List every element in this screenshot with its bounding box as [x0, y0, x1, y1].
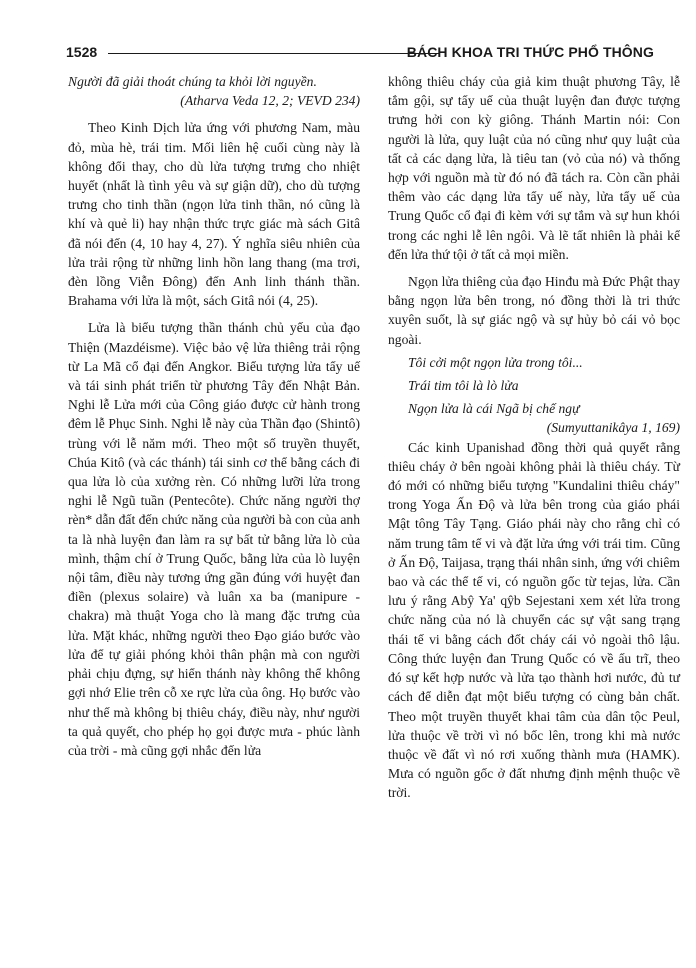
- header-rule: [108, 53, 440, 54]
- paragraph-alchemy: không thiêu cháy của giả kim thuật phương Tây, lễ tắm gội, sự tẩy uế của thuật luyện đan được tượng trưng hởi con kỳ giông. Thánh Martin nói: Con người là lửa, quy luật của nó cũng như quy luật của tất cả các dạng lửa, là tiêu tan (vỏ của nó) và thống hợp với nguồn mà từ đó nó đã tách ra. Còn cần phải thêm vào các dạng lửa tẩy uế này, lửa tẩy uế của Trung Quốc cổ đại đi kèm với sự tắm và sự hun khói trong các nghi lễ lên ngôi. Và lẽ tất nhiên là phải kể đến lửa thứ tội ở tất cả mọi miền.: [388, 74, 680, 262]
- poem-line-2: Trái tim tôi là lò lửa: [408, 378, 519, 394]
- paragraph-upanishad: Các kinh Upanishad đồng thời quả quyết rằng thiêu cháy ở bên ngoài không phải là thiêu cháy. Từ đó mới có những biểu tượng "Kundalini thiêu cháy" trong Yoga Ấn Độ và lửa bên trong của giáo phái Mật tông Tây Tạng. Giáo phái này cho rằng chỉ có năm trung tâm tế vi và đặt lửa ứng với trái tim. Cũng ở Ấn Độ, Taijasa, trạng thái nhân sinh, ứng với chiêm bao và các thể tế vi, có nguồn gốc từ tejas, lửa. Cần lưu ý rằng Abŷ Ya' qŷb Sejestani xem xét lửa trong chức năng của nó là chuyển các sự vật sang trạng thái tế vi bằng cách đốt cháy cái vỏ ngoài thô lậu. Công thức luyện đan Trung Quốc có về ấu trĩ, theo đó sự kết hợp nước và lửa tạo thành hơi nước, đủ tư cách để diễn đạt một biểu tượng có cùng bản chất. Theo một truyền thuyết khai tâm của dân tộc Peul, lửa thuộc về trời vì nó bốc lên, trong khi mà nước thuộc về đất vì nó rơi xuống thành mưa (HAMK). Mưa có nguồn gốc ở đất nhưng định mệnh thuộc về trời.: [388, 439, 680, 801]
- paragraph-fire-symbol: Lửa là biểu tượng thần thánh chủ yếu của đạo Thiện (Mazdéisme). Việc bảo vệ lửa thiêng trải rộng từ La Mã cổ đại đến Angkor. Biểu tượng lửa tẩy uế và tái sinh phát triển từ phương Tây đến Nhật Bản. Nghi lễ Lửa mới của Công giáo được cử hành trong đêm lễ Phục Sinh. Nghi lễ này của Thần đạo (Shintô) trùng với lễ năm mới. Theo một số truyền thuyết, Chúa Kitô (và các thánh) tái sinh cơ thể bằng cách đi qua lửa lò của xưởng rèn. Có những lưỡi lửa trong nghi lễ Ngũ tuần (Pentecôte). Chức năng người thợ rèn* dẫn đất đến chức năng của người bà con của anh ta là nhà luyện đan làm ra sự bất tử bằng lửa lò của mình, thậm chí ở Trung Quốc, bằng lửa của lò luyện nội tâm, điều này tương ứng gần đúng với huyệt đan điền (plexus solaire) và luân xa ba (manipure - chakra) mà thuật Yoga cho là mang đặc trưng của lửa. Mặt khác, những người theo Đạo giáo bước vào lửa để tự giải phóng khỏi thân phận mà con người phải chịu đựng, sự hiển thánh này không thể không gợi nhớ Elie trên cỗ xe rực lửa của ông. Họ bước vào như thế mà không bị thiêu cháy, điều này, như người ta quả quyết, cho phép họ gọi được mưa - phúc lành của trời - mà cũng gợi nhắc đến lửa: [68, 320, 360, 758]
- running-title: BÁCH KHOA TRI THỨC PHỔ THÔNG: [406, 44, 654, 60]
- paragraph-kinh-dich: Theo Kinh Dịch lửa ứng với phương Nam, màu đỏ, mùa hè, trái tim. Mối liên hệ cuối cùng này là không đổi thay, cho dù lửa tượng trưng cho nhiệt huyết (nhất là tình yêu và sự giận dữ), cho dù tượng trưng cho tinh thần (ngọn lửa tinh thần, nó cũng là khí và quẻ li) hay nhận thức trực giác mà sách Gitâ đã nói đến (4, 10 hay 4, 27). Ý nghĩa siêu nhiên của lửa trải rộng từ những linh hồn lang thang (ma trơi, đèn lồng Viễn Đông) đến Anh linh thánh thần. Brahama với lửa là một, sách Gitâ nói (4, 25).: [68, 120, 360, 309]
- right-column: [388, 72, 680, 803]
- poem-line-3: Ngọn lửa là cái Ngã bị chế ngự: [408, 401, 580, 417]
- poem-source: (Sumyuttanikâya 1, 169): [546, 420, 680, 436]
- paragraph-hindu-fire: Ngọn lửa thiêng của đạo Hinđu mà Đức Phật thay bằng ngọn lửa bên trong, nó đồng thời là tri thức xuyên suốt, là sự giác ngộ và sự hủy bỏ cái vỏ bọc ngoài.: [388, 274, 680, 347]
- page-number: 1528: [66, 44, 98, 60]
- left-column: [68, 72, 360, 760]
- quote-text: Người đã giải thoát chúng ta khỏi lời nguyền.: [68, 74, 317, 89]
- quote-source: (Atharva Veda 12, 2; VEVD 234): [180, 93, 360, 109]
- poem-line-1: Tôi cởi một ngọn lửa trong tôi...: [408, 354, 583, 370]
- page-header: [66, 42, 654, 66]
- opening-quote: [68, 72, 360, 91]
